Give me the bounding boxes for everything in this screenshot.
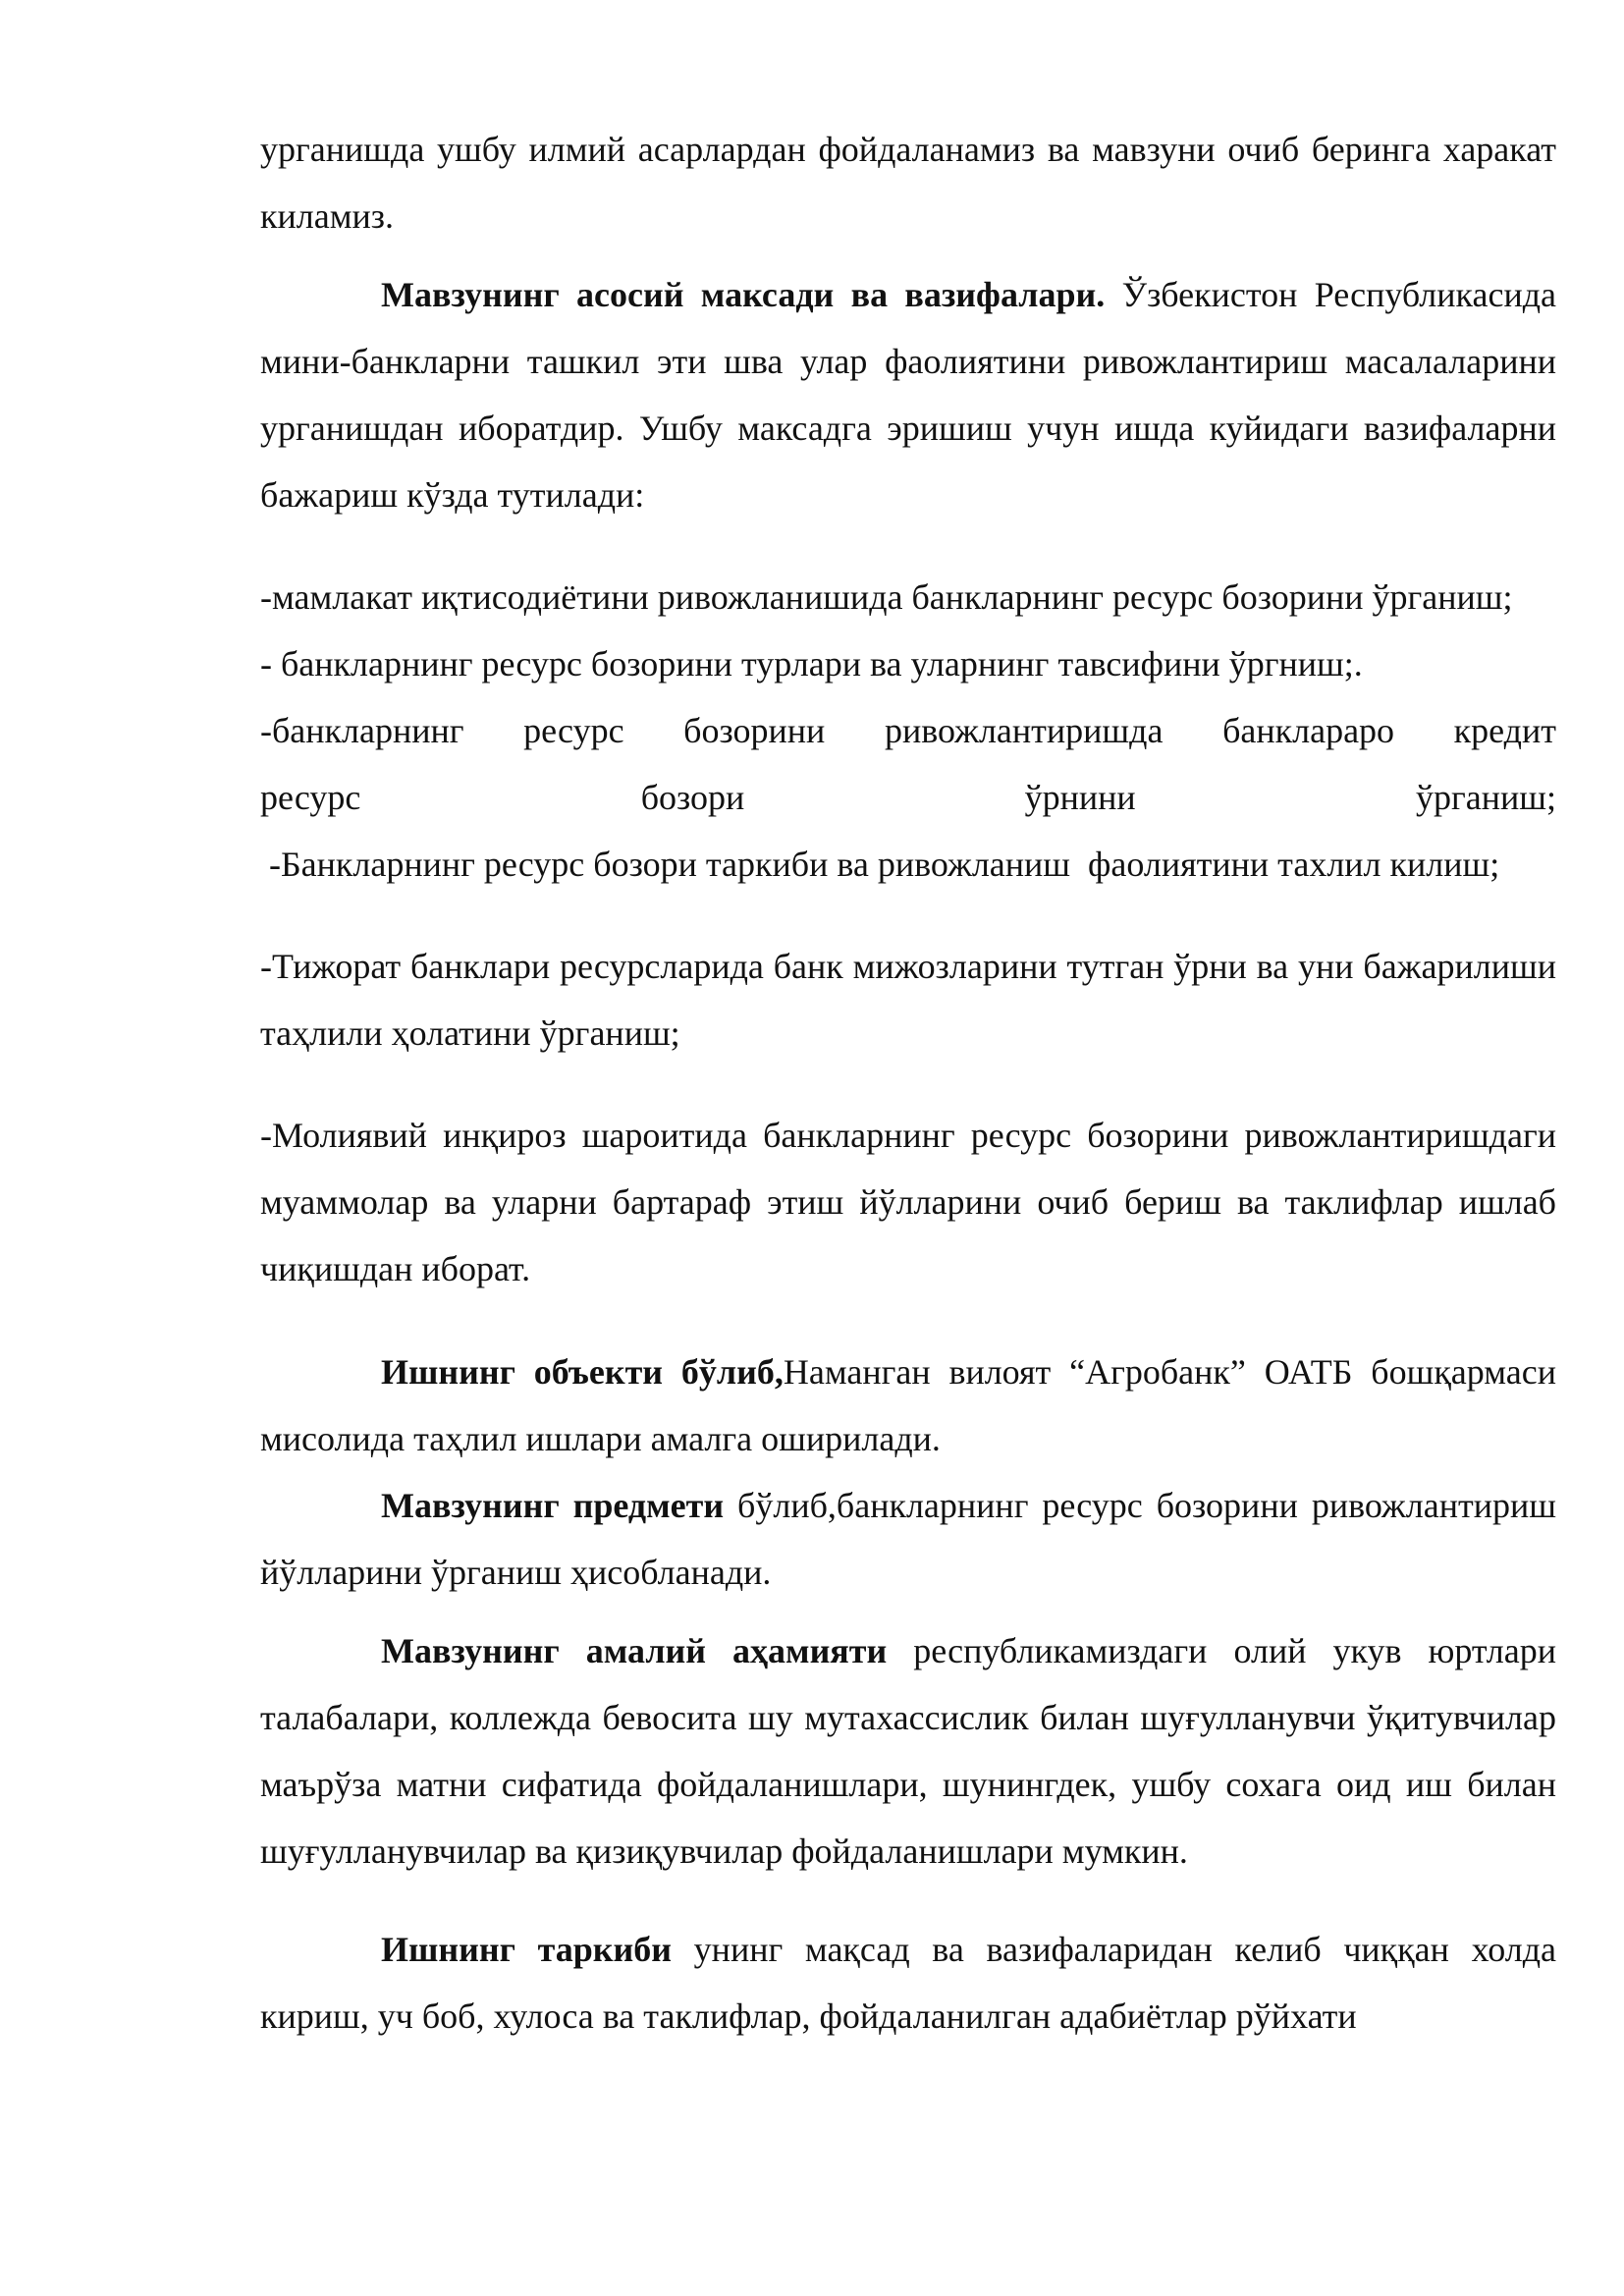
task-item: -Банкларнинг ресурс бозори таркиби ва ривожланиш фаолиятини тахлил килиш; [260,845,1500,884]
task-item: -банкларнинг ресурс бозорини ривожлантиришда банклараро кредит [260,711,1556,750]
task-item: -Молиявий инқироз шароитида банкларнинг ресурс бозорини ривожлантиришдаги муаммолар ва уларни бартараф этиш йўлларини очиб бериш ва таклифлар ишлаб чиқишдан иборат. [260,1116,1556,1288]
subject-paragraph [260,1472,1556,1606]
object-text: Наманган вилоят “Агробанк” ОАТБ бошқармаси мисолида таҳлил ишлари амалга оширилади. [260,1352,1556,1458]
subject-text: бўлиб,банкларнинг ресурс бозорини ривожлантириш йўлларини ўрганиш ҳисобланади. [260,1486,1557,1592]
task-word: ўрнини [1024,778,1136,817]
task-item: -Тижорат банклари ресурсларида банк мижозларини тутган ўрни ва уни бажарилиши таҳлили ҳолатини ўрганиш; [260,947,1556,1053]
task-word: ресурс [260,778,361,817]
goals-text: Ўзбекистон Республикасида мини-банкларни ташкил эти шва улар фаолиятини ривожлантириш масалаларини урганишдан иборатдир. Ушбу максадга эришиш учун ишда куйидаги вазифаларни бажариш кўзда тутилади: [260,275,1557,515]
practical-paragraph [260,1617,1556,1885]
object-paragraph [260,1339,1556,1472]
structure-heading: Ишнинг таркиби [381,1930,673,1969]
goals-paragraph [260,261,1556,528]
goals-heading: Мавзунинг асосий максади ва вазифалари. [381,275,1106,314]
intro-paragraph: урганишда ушбу илмий асарлардан фойдаланамиз ва мавзуни очиб берингa харакат киламиз. [260,130,1556,236]
task-word: ўрганиш; [1416,778,1556,817]
task-item: - банкларнинг ресурс бозорини турлари ва уларнинг тавсифини ўргниш;. [260,644,1363,683]
document-page [260,116,1556,2050]
practical-heading: Мавзунинг амалий аҳамияти [381,1631,888,1670]
subject-heading: Мавзунинг предмети [381,1486,725,1525]
practical-text: республикамиздаги олий укув юртлари талабалари, коллежда бевосита шу мутахассислик билан шуғулланувчи ўқитувчилар маърўза матни сифатида фойдаланишлари, шунингдек, ушбу сохага оид иш билан шуғулланувчилар ва қизиқувчилар фойдаланишлари мумкин. [260,1631,1556,1871]
task-item: -мамлакат иқтисодиётини ривожланишида банкларнинг ресурс бозорини ўрганиш; [260,577,1513,617]
task-item-continuation [260,764,1556,831]
structure-text: унинг мақсад ва вазифаларидан келиб чиққан холда кириш, уч боб, хулоса ва таклифлар, фойдаланилган адабиётлар рўйхати [260,1930,1556,2036]
structure-paragraph [260,1916,1556,2050]
object-heading: Ишнинг объекти бўлиб, [381,1352,784,1392]
task-word: бозори [640,778,745,817]
